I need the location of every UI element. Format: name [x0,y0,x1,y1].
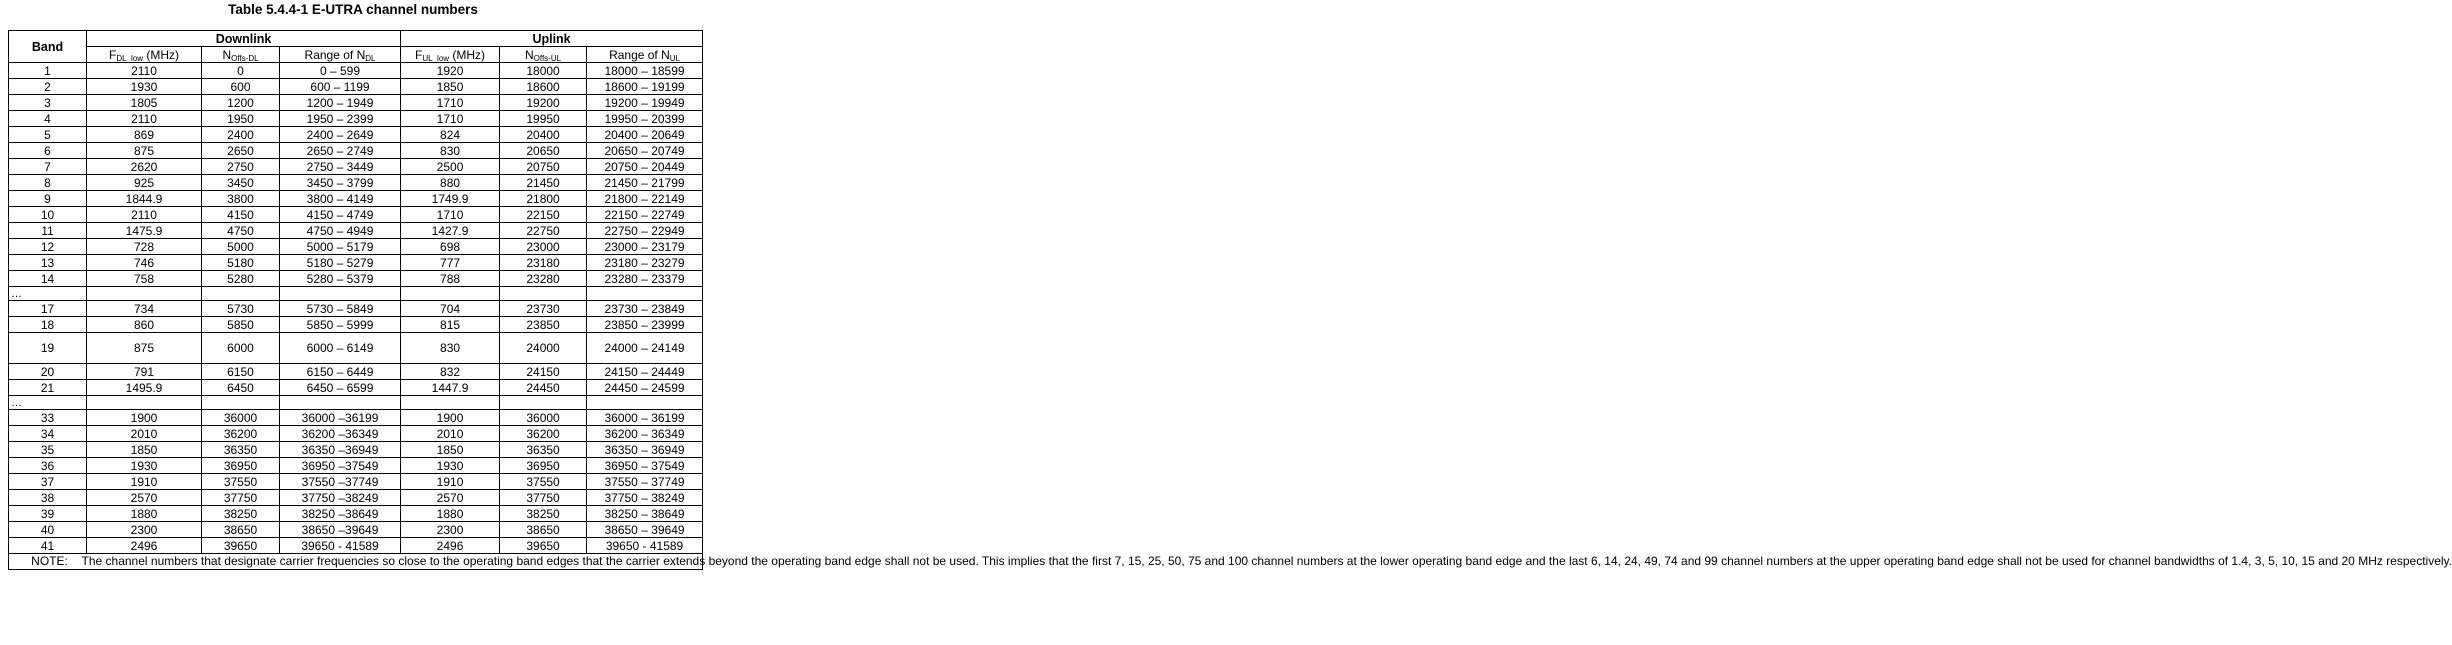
table-body [9,63,2452,570]
cell-range-ndl: 37550 –37749 [280,474,401,490]
cell-range-ndl: 2650 – 2749 [280,143,401,159]
cell-range-nul: 36200 – 36349 [587,426,703,442]
cell-fdl-low: 2110 [87,207,202,223]
cell-noffs-dl: 1950 [202,111,280,127]
cell-noffs-ul: 37550 [500,474,587,490]
cell-fdl-low: 758 [87,271,202,287]
table-row [9,458,703,474]
ellipsis-cell: … [9,396,87,410]
cell-ful-low: 1920 [401,63,500,79]
cell-fdl-low: 1910 [87,474,202,490]
table-row [9,63,703,79]
cell-range-nul: 19200 – 19949 [587,95,703,111]
cell-range-ndl: 6150 – 6449 [280,364,401,380]
channel-numbers-table [8,30,2452,570]
cell-ful-low: 2500 [401,159,500,175]
cell-ful-low: 830 [401,143,500,159]
cell-band: 10 [9,207,87,223]
cell-fdl-low: 1475.9 [87,223,202,239]
cell-ful-low: 698 [401,239,500,255]
cell-band: 9 [9,191,87,207]
cell-band: 33 [9,410,87,426]
cell-range-ndl: 36350 –36949 [280,442,401,458]
cell-noffs-ul: 23000 [500,239,587,255]
cell-noffs-ul: 36200 [500,426,587,442]
table-row [9,95,703,111]
table-row [9,538,703,554]
cell-noffs-ul: 22150 [500,207,587,223]
cell-fdl-low: 2620 [87,159,202,175]
cell-ful-low: 777 [401,255,500,271]
header-fdl-low: $F_{DL\_low}$ (MHz) [87,47,202,63]
cell-band: 17 [9,301,87,317]
cell-range-nul: 36000 – 36199 [587,410,703,426]
cell-range-nul: 36350 – 36949 [587,442,703,458]
cell-range-nul: 20750 – 20449 [587,159,703,175]
cell-range-nul: 23730 – 23849 [587,301,703,317]
table-row [9,255,703,271]
table-row [9,111,703,127]
cell-range-nul: 22750 – 22949 [587,223,703,239]
cell-noffs-dl: 6450 [202,380,280,396]
cell-ful-low: 2300 [401,522,500,538]
cell-range-ndl: 1950 – 2399 [280,111,401,127]
cell-ful-low: 830 [401,333,500,364]
header-noffs-ul: $N_{Offs-UL}$ [500,47,587,63]
cell-fdl-low: 2110 [87,63,202,79]
cell-range-nul: 37550 – 37749 [587,474,703,490]
cell-noffs-ul: 23730 [500,301,587,317]
cell-range-ndl: 5730 – 5849 [280,301,401,317]
cell-range-nul: 23000 – 23179 [587,239,703,255]
note-row [9,554,703,570]
table-header [9,31,703,63]
cell-noffs-ul: 36350 [500,442,587,458]
cell-noffs-dl: 4750 [202,223,280,239]
header-uplink: Uplink [401,31,703,47]
cell-ful-low: 824 [401,127,500,143]
cell-noffs-ul: 36000 [500,410,587,426]
cell-range-nul: 20650 – 20749 [587,143,703,159]
cell-noffs-ul: 21800 [500,191,587,207]
cell-band: 40 [9,522,87,538]
ellipsis-row [9,287,703,301]
cell-noffs-dl: 6150 [202,364,280,380]
cell-fdl-low: 1805 [87,95,202,111]
table-row [9,522,703,538]
note-text: The channel numbers that designate carrier frequencies so close to the operating band edges that the carrier extends beyond the operating band edge shall not be used. This implies that the first 7, 15, 25, 50, 75 and 100 channel numbers at the lower operating band edge and the last 6, 14, 24, 49, 74 and 99 channel numbers at the upper operating band edge shall not be used for channel bandwidths of 1.4, 3, 5, 10, 15 and 20 MHz respectively. [81,554,2452,568]
cell-noffs-dl: 37750 [202,490,280,506]
cell-band: 14 [9,271,87,287]
table-row [9,364,703,380]
cell-range-ndl: 2750 – 3449 [280,159,401,175]
cell-range-ndl: 3450 – 3799 [280,175,401,191]
cell-band: 36 [9,458,87,474]
cell-band: 5 [9,127,87,143]
cell-noffs-dl: 2750 [202,159,280,175]
cell-range-ndl: 38250 –38649 [280,506,401,522]
cell-range-ndl: 36200 –36349 [280,426,401,442]
cell-noffs-dl: 37550 [202,474,280,490]
cell-noffs-dl: 4150 [202,207,280,223]
table-row [9,410,703,426]
note-cell [9,554,2452,570]
cell-band: 38 [9,490,87,506]
cell-noffs-ul: 38650 [500,522,587,538]
cell-noffs-dl: 36000 [202,410,280,426]
cell-noffs-dl: 5850 [202,317,280,333]
cell-range-nul: 23180 – 23279 [587,255,703,271]
header-downlink: Downlink [87,31,401,47]
cell-fdl-low: 2300 [87,522,202,538]
cell-fdl-low: 734 [87,301,202,317]
cell-fdl-low: 728 [87,239,202,255]
cell-fdl-low: 1900 [87,410,202,426]
cell-range-ndl: 36000 –36199 [280,410,401,426]
cell-range-nul: 38650 – 39649 [587,522,703,538]
cell-noffs-dl: 36200 [202,426,280,442]
cell-band: 41 [9,538,87,554]
cell-noffs-ul: 18000 [500,63,587,79]
cell-noffs-ul: 19200 [500,95,587,111]
cell-noffs-dl: 38250 [202,506,280,522]
cell-noffs-ul: 20650 [500,143,587,159]
cell-fdl-low: 925 [87,175,202,191]
cell-range-nul: 23850 – 23999 [587,317,703,333]
cell-ful-low: 832 [401,364,500,380]
cell-range-nul: 36950 – 37549 [587,458,703,474]
table-row [9,317,703,333]
header-range-ndl: Range of $N_{DL}$ [280,47,401,63]
cell-range-nul: 37750 – 38249 [587,490,703,506]
cell-band: 21 [9,380,87,396]
cell-noffs-dl: 6000 [202,333,280,364]
cell-noffs-ul: 39650 [500,538,587,554]
header-noffs-dl: $N_{Offs-DL}$ [202,47,280,63]
cell-ful-low: 2496 [401,538,500,554]
cell-range-nul: 24000 – 24149 [587,333,703,364]
table-row [9,239,703,255]
cell-band: 18 [9,317,87,333]
note-label: NOTE: [31,554,68,568]
cell-ful-low: 1880 [401,506,500,522]
cell-noffs-ul: 23850 [500,317,587,333]
table-row [9,442,703,458]
cell-range-ndl: 37750 –38249 [280,490,401,506]
cell-band: 20 [9,364,87,380]
cell-range-ndl: 4750 – 4949 [280,223,401,239]
cell-noffs-dl: 36950 [202,458,280,474]
cell-noffs-dl: 5730 [202,301,280,317]
cell-band: 3 [9,95,87,111]
cell-range-nul: 39650 - 41589 [587,538,703,554]
cell-range-nul: 23280 – 23379 [587,271,703,287]
cell-band: 8 [9,175,87,191]
cell-fdl-low: 875 [87,333,202,364]
table-row [9,143,703,159]
table-row [9,207,703,223]
table-row [9,271,703,287]
cell-fdl-low: 1930 [87,458,202,474]
cell-range-nul: 24450 – 24599 [587,380,703,396]
cell-range-ndl: 2400 – 2649 [280,127,401,143]
table-row [9,301,703,317]
cell-ful-low: 788 [401,271,500,287]
ellipsis-cell: … [9,287,87,301]
cell-band: 4 [9,111,87,127]
cell-noffs-ul: 18600 [500,79,587,95]
header-range-nul: Range of $N_{UL}$ [587,47,703,63]
cell-range-nul: 18000 – 18599 [587,63,703,79]
cell-range-ndl: 38650 –39649 [280,522,401,538]
cell-noffs-ul: 23280 [500,271,587,287]
cell-ful-low: 1850 [401,79,500,95]
cell-noffs-dl: 5180 [202,255,280,271]
cell-noffs-dl: 1200 [202,95,280,111]
table-row [9,426,703,442]
cell-range-nul: 20400 – 20649 [587,127,703,143]
cell-ful-low: 1930 [401,458,500,474]
table-title: Table 5.4.4-1 E-UTRA channel numbers [228,2,478,17]
cell-band: 34 [9,426,87,442]
cell-noffs-ul: 24000 [500,333,587,364]
header-band: Band [9,31,87,63]
cell-ful-low: 1710 [401,111,500,127]
cell-band: 39 [9,506,87,522]
cell-ful-low: 1427.9 [401,223,500,239]
cell-fdl-low: 2110 [87,111,202,127]
cell-ful-low: 1910 [401,474,500,490]
cell-band: 11 [9,223,87,239]
cell-fdl-low: 791 [87,364,202,380]
cell-band: 6 [9,143,87,159]
cell-range-ndl: 1200 – 1949 [280,95,401,111]
table-row [9,333,703,364]
cell-range-ndl: 5180 – 5279 [280,255,401,271]
cell-ful-low: 2570 [401,490,500,506]
cell-range-ndl: 39650 - 41589 [280,538,401,554]
table-row [9,127,703,143]
cell-range-nul: 38250 – 38649 [587,506,703,522]
cell-fdl-low: 746 [87,255,202,271]
cell-ful-low: 2010 [401,426,500,442]
cell-range-ndl: 0 – 599 [280,63,401,79]
cell-noffs-ul: 24450 [500,380,587,396]
cell-range-ndl: 36950 –37549 [280,458,401,474]
cell-noffs-ul: 37750 [500,490,587,506]
cell-noffs-ul: 19950 [500,111,587,127]
table-row [9,79,703,95]
cell-noffs-ul: 22750 [500,223,587,239]
cell-fdl-low: 2010 [87,426,202,442]
cell-band: 37 [9,474,87,490]
ellipsis-row [9,396,703,410]
cell-range-ndl: 6000 – 6149 [280,333,401,364]
table-row [9,474,703,490]
cell-band: 19 [9,333,87,364]
table-row [9,380,703,396]
cell-ful-low: 815 [401,317,500,333]
cell-fdl-low: 875 [87,143,202,159]
cell-noffs-dl: 2400 [202,127,280,143]
cell-band: 13 [9,255,87,271]
table-row [9,223,703,239]
cell-range-ndl: 6450 – 6599 [280,380,401,396]
cell-range-ndl: 5000 – 5179 [280,239,401,255]
cell-range-nul: 24150 – 24449 [587,364,703,380]
cell-range-ndl: 5850 – 5999 [280,317,401,333]
cell-ful-low: 704 [401,301,500,317]
cell-range-nul: 18600 – 19199 [587,79,703,95]
cell-fdl-low: 1844.9 [87,191,202,207]
cell-noffs-ul: 36950 [500,458,587,474]
cell-range-nul: 22150 – 22749 [587,207,703,223]
table-row [9,175,703,191]
cell-ful-low: 1850 [401,442,500,458]
cell-noffs-ul: 23180 [500,255,587,271]
cell-noffs-dl: 38650 [202,522,280,538]
cell-range-ndl: 4150 – 4749 [280,207,401,223]
cell-noffs-ul: 20400 [500,127,587,143]
cell-fdl-low: 1880 [87,506,202,522]
cell-band: 12 [9,239,87,255]
cell-ful-low: 880 [401,175,500,191]
cell-band: 7 [9,159,87,175]
cell-ful-low: 1710 [401,207,500,223]
table-row [9,159,703,175]
cell-ful-low: 1749.9 [401,191,500,207]
cell-ful-low: 1900 [401,410,500,426]
cell-ful-low: 1710 [401,95,500,111]
cell-range-ndl: 5280 – 5379 [280,271,401,287]
cell-noffs-ul: 21450 [500,175,587,191]
cell-range-ndl: 600 – 1199 [280,79,401,95]
table-row [9,191,703,207]
cell-ful-low: 1447.9 [401,380,500,396]
cell-noffs-ul: 38250 [500,506,587,522]
cell-range-nul: 19950 – 20399 [587,111,703,127]
table-row [9,506,703,522]
cell-noffs-dl: 5280 [202,271,280,287]
cell-noffs-dl: 5000 [202,239,280,255]
table-row [9,490,703,506]
cell-fdl-low: 1495.9 [87,380,202,396]
cell-noffs-dl: 0 [202,63,280,79]
cell-fdl-low: 2570 [87,490,202,506]
cell-range-ndl: 3800 – 4149 [280,191,401,207]
cell-fdl-low: 869 [87,127,202,143]
cell-band: 35 [9,442,87,458]
cell-range-nul: 21450 – 21799 [587,175,703,191]
cell-noffs-ul: 20750 [500,159,587,175]
cell-noffs-dl: 600 [202,79,280,95]
cell-noffs-dl: 2650 [202,143,280,159]
cell-fdl-low: 1850 [87,442,202,458]
cell-noffs-ul: 24150 [500,364,587,380]
cell-band: 1 [9,63,87,79]
cell-range-nul: 21800 – 22149 [587,191,703,207]
cell-noffs-dl: 3450 [202,175,280,191]
header-ful-low: $F_{UL\_low}$ (MHz) [401,47,500,63]
cell-fdl-low: 2496 [87,538,202,554]
cell-noffs-dl: 3800 [202,191,280,207]
cell-noffs-dl: 36350 [202,442,280,458]
cell-fdl-low: 1930 [87,79,202,95]
cell-fdl-low: 860 [87,317,202,333]
cell-band: 2 [9,79,87,95]
cell-noffs-dl: 39650 [202,538,280,554]
